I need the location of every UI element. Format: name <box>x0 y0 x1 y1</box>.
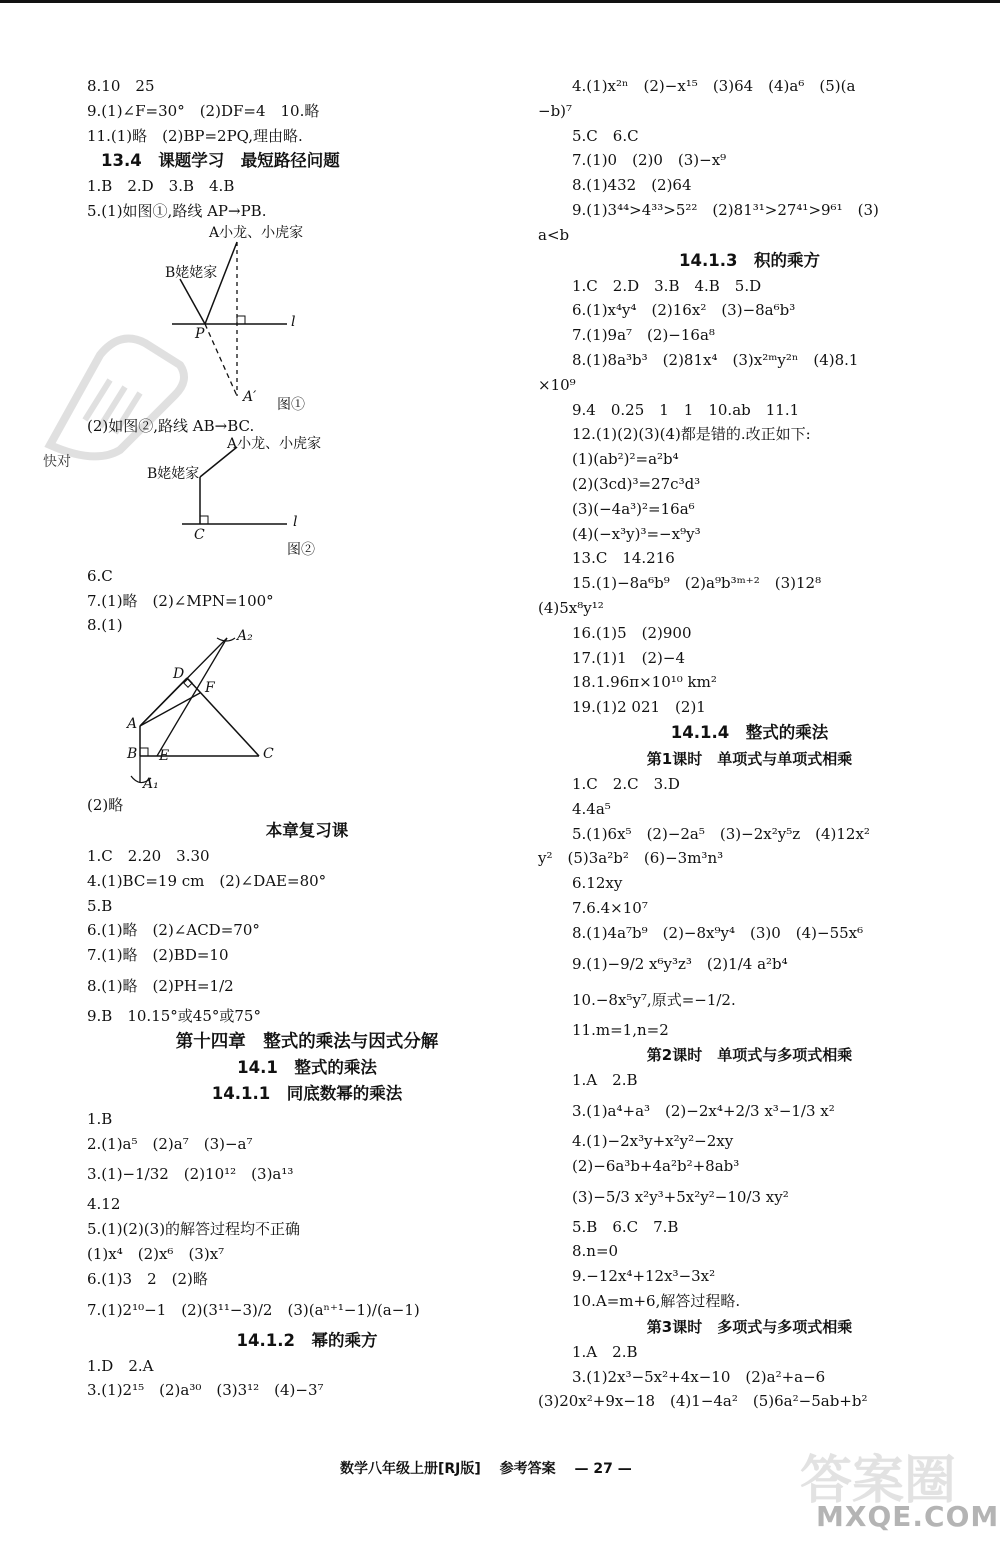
answer-line: 7.(1)9a⁷ (2)−16a⁸ <box>572 326 715 345</box>
answer-line: 4.(1)−2x³y+x²y²−2xy <box>572 1132 734 1151</box>
label-a-prime: A′ <box>243 388 257 405</box>
answer-line: 5.B 6.C 7.B <box>572 1217 679 1236</box>
answer-line: 8.n=0 <box>572 1242 619 1261</box>
label-a: A小龙、小虎家 <box>209 224 304 241</box>
label-d: D <box>173 666 185 683</box>
answer-line: 11.m=1,n=2 <box>572 1020 669 1039</box>
answer-line: 3.(1)a⁴+a³ (2)−2x⁴+2/3 x³−1/3 x² <box>572 1102 835 1121</box>
lesson-heading: 第3课时 多项式与多项式相乘 <box>646 1317 853 1336</box>
answer-line: 5.(1)如图①,路线 AP→PB. <box>87 202 267 221</box>
watermark-site: MXQE.COM <box>816 1500 1000 1533</box>
subsection-heading: 14.1.2 幂的乘方 <box>236 1330 378 1350</box>
book-title: 数学八年级上册[RJ版] <box>340 1461 481 1477</box>
answer-line: (3)−5/3 x²y³+5x²y²−10/3 xy² <box>572 1187 789 1206</box>
answer-line: 1.B 2.D 3.B 4.B <box>87 177 235 196</box>
answer-line: 6.12xy <box>572 874 623 893</box>
label-l: l <box>291 313 296 330</box>
answer-line: 10.A=m+6,解答过程略. <box>572 1292 741 1311</box>
answer-line: 8.10 25 <box>87 77 155 95</box>
label-a1: A₁ <box>143 776 159 793</box>
answer-line: 6.C <box>87 566 113 585</box>
label-b: B姥姥家 <box>147 465 200 482</box>
section-heading: 13.4 课题学习 最短路径问题 <box>101 151 340 171</box>
label-a: A <box>127 716 138 733</box>
answer-line: 11.(1)略 (2)BP=2PQ,理由略. <box>87 126 303 145</box>
answer-line: (2)略 <box>87 796 124 815</box>
label-a: A小龙、小虎家 <box>227 435 322 452</box>
answer-line: (2)−6a³b+4a²b²+8ab³ <box>572 1156 740 1175</box>
answer-line: (1)x⁴ (2)x⁶ (3)x⁷ <box>87 1244 225 1263</box>
answer-line: (4)(−x³y)³=−x⁹y³ <box>572 524 701 543</box>
answer-line: 3.(1)2¹⁵ (2)a³⁰ (3)3¹² (4)−3⁷ <box>87 1381 324 1400</box>
answer-line: (2)(3cd)³=27c³d³ <box>572 474 701 493</box>
page-number: — 27 — <box>574 1461 632 1477</box>
answer-line: 16.(1)5 (2)900 <box>572 623 692 642</box>
label-b: B <box>127 746 138 763</box>
answer-line: 7.(1)略 (2)∠MPN=100° <box>87 591 274 610</box>
answer-line: 9.(1)−9/2 x⁶y³z³ (2)1/4 a²b⁴ <box>572 954 788 973</box>
answer-line: 7.6.4×10⁷ <box>572 898 648 917</box>
answer-line: 12.(1)(2)(3)(4)都是错的.改正如下: <box>572 425 811 444</box>
label-f: F <box>205 680 215 697</box>
section-heading: 本章复习课 <box>265 820 349 840</box>
answer-line: 4.4a⁵ <box>572 799 611 818</box>
answer-line: 1.A 2.B <box>572 1342 638 1361</box>
answer-label: 参考答案 <box>499 1461 556 1477</box>
answer-line: 8.(1) <box>87 616 123 635</box>
figure-2 <box>43 435 527 564</box>
figure-1 <box>87 224 527 414</box>
answer-line: 3.(1)2x³−5x²+4x−10 (2)a²+a−6 <box>572 1367 826 1386</box>
lesson-heading: 第1课时 单项式与单项式相乘 <box>646 749 853 768</box>
answer-line: 9.(1)∠F=30° (2)DF=4 10.略 <box>87 101 320 120</box>
watermark-brand: 答案圈 <box>800 1451 957 1511</box>
answer-line: 5.C 6.C <box>572 126 639 145</box>
answer-line: 17.(1)1 (2)−4 <box>572 648 686 667</box>
subsection-heading: 14.1.1 同底数幂的乘法 <box>211 1083 403 1103</box>
answer-line: 9.4 0.25 1 1 10.ab 11.1 <box>572 400 800 419</box>
label-a2: A₂ <box>237 628 253 645</box>
label-e: E <box>159 748 170 765</box>
answer-line: 18.1.96π×10¹⁰ km² <box>572 673 717 692</box>
answer-line: ×10⁹ <box>538 375 576 394</box>
lesson-heading: 第2课时 单项式与多项式相乘 <box>646 1046 853 1065</box>
answer-line: 8.(1)略 (2)PH=1/2 <box>87 976 234 995</box>
answer-line: y² (5)3a²b² (6)−3m³n³ <box>538 849 724 868</box>
figure-3-drawing <box>87 638 327 793</box>
answer-line: 1.D 2.A <box>87 1356 154 1375</box>
figure-caption: 图② <box>287 541 315 558</box>
answer-line: 7.(1)0 (2)0 (3)−x⁹ <box>572 151 727 170</box>
answer-line: 3.(1)−1/32 (2)10¹² (3)a¹³ <box>87 1165 294 1184</box>
answer-line: (3)20x²+9x−18 (4)1−4a² (5)6a²−5ab+b² <box>538 1392 868 1411</box>
answer-line: 5.(1)6x⁵ (2)−2a⁵ (3)−2x²y⁵z (4)12x² <box>572 824 870 843</box>
left-column <box>43 74 527 1403</box>
answer-line: 1.C 2.D 3.B 4.B 5.D <box>572 276 762 295</box>
answer-line: 9.B 10.15°或45°或75° <box>87 1006 261 1025</box>
answer-line: (2)如图②,路线 AB→BC. <box>87 416 255 435</box>
answer-line: (3)(−4a³)²=16a⁶ <box>572 499 695 518</box>
answer-line: 8.(1)8a³b³ (2)81x⁴ (3)x²ᵐy²ⁿ (4)8.1 <box>572 350 859 369</box>
answer-line: 19.(1)2 021 (2)1 <box>572 698 706 717</box>
answer-line: 6.(1)3 2 (2)略 <box>87 1269 208 1288</box>
answer-line: −b)⁷ <box>538 101 573 120</box>
answer-line: 6.(1)略 (2)∠ACD=70° <box>87 921 260 940</box>
label-l: l <box>293 513 298 530</box>
right-column <box>538 74 927 1414</box>
label-b: B姥姥家 <box>165 264 218 281</box>
answer-line: 4.(1)x²ⁿ (2)−x¹⁵ (3)64 (4)a⁶ (5)(a <box>572 77 856 95</box>
page-footer <box>340 1458 646 1478</box>
answer-line: 8.(1)432 (2)64 <box>572 176 692 195</box>
answer-line: 1.C 2.C 3.D <box>572 774 680 793</box>
chapter-heading: 第十四章 整式的乘法与因式分解 <box>175 1031 439 1052</box>
answer-line: 9.(1)3⁴⁴>4³³>5²² (2)81³¹>27⁴¹>9⁶¹ (3) <box>572 200 879 219</box>
label-p: P <box>195 325 205 342</box>
ghost-text: 快对 <box>43 453 71 470</box>
answer-line: 9.−12x⁴+12x³−3x² <box>572 1267 716 1286</box>
figure-caption: 图① <box>277 396 305 413</box>
answer-line: 15.(1)−8a⁶b⁹ (2)a⁹b³ᵐ⁺² (3)12⁸ <box>572 574 822 593</box>
answer-line: 5.B <box>87 896 113 915</box>
label-c: C <box>263 746 274 763</box>
answer-line: (1)(ab²)²=a²b⁴ <box>572 450 679 469</box>
answer-line: 13.C 14.216 <box>572 549 675 568</box>
answer-line: 10.−8x⁵y⁷,原式=−1/2. <box>572 990 736 1009</box>
answer-line: (4)5x⁸y¹² <box>538 598 604 617</box>
answer-line: 4.12 <box>87 1195 121 1214</box>
answer-line: 6.(1)x⁴y⁴ (2)16x² (3)−8a⁶b³ <box>572 301 796 320</box>
answer-line: 8.(1)4a⁷b⁹ (2)−8x⁹y⁴ (3)0 (4)−55x⁶ <box>572 923 864 942</box>
answer-line: 2.(1)a⁵ (2)a⁷ (3)−a⁷ <box>87 1134 253 1153</box>
answer-line: a<b <box>538 225 570 244</box>
answer-line: 1.B <box>87 1109 113 1128</box>
top-border <box>0 0 1000 3</box>
answer-line: 5.(1)(2)(3)的解答过程均不正确 <box>87 1220 301 1239</box>
subsection-heading: 14.1.3 积的乘方 <box>679 250 820 270</box>
answer-line: 1.C 2.20 3.30 <box>87 846 210 865</box>
answer-line: 1.A 2.B <box>572 1071 638 1090</box>
answer-line: 7.(1)略 (2)BD=10 <box>87 946 229 965</box>
subsection-heading: 14.1.4 整式的乘法 <box>670 722 829 742</box>
section-heading: 14.1 整式的乘法 <box>237 1057 377 1077</box>
label-c: C <box>194 526 205 543</box>
figure-3 <box>87 628 527 793</box>
answer-line: 4.(1)BC=19 cm (2)∠DAE=80° <box>87 871 327 890</box>
answer-line: 7.(1)2¹⁰−1 (2)(3¹¹−3)/2 (3)(aⁿ⁺¹−1)/(a−1) <box>87 1300 420 1319</box>
